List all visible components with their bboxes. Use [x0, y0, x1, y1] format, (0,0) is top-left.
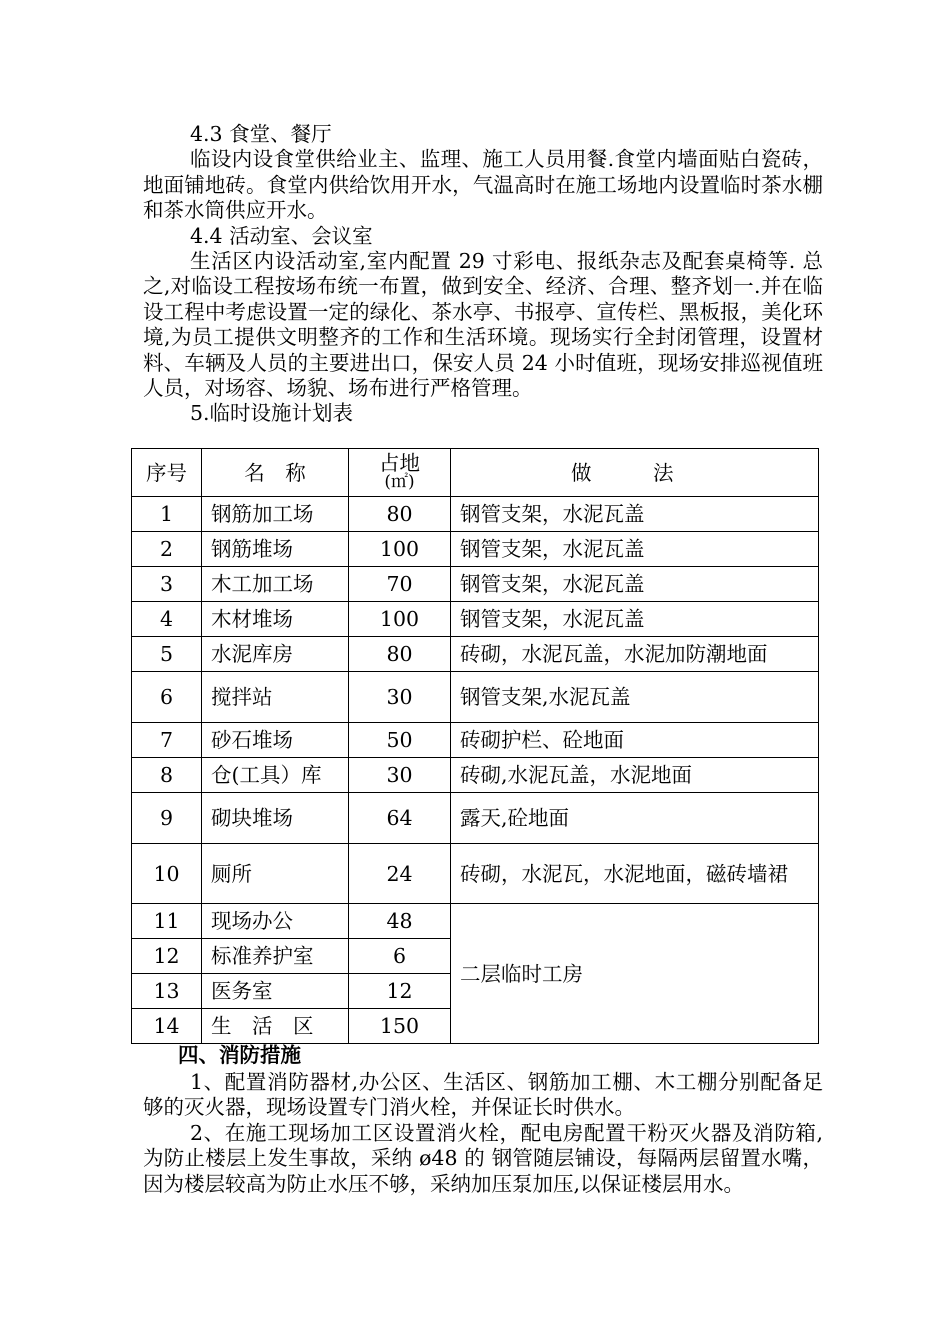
row-no: 3: [132, 567, 202, 602]
row-name: 现场办公: [202, 904, 349, 939]
table-header-row: [132, 449, 819, 497]
row-no: 13: [132, 974, 202, 1009]
section-4-4-body: 生活区内设活动室,室内配置 29 寸彩电、报纸杂志及配套桌椅等. 总之,对临设工程按场布统一布置，做到安全、经济、合理、整齐划一.并在临设工程中考虑设置一定的绿化、茶水亭、书报亭、宣传栏、黑板报，美化环境,为员工提供文明整齐的工作和生活环境。现场实行全封闭管理，设置材料、车辆及人员的主要进出口，保安人员 24 小时值班，现场安排巡视值班人员，对场容、场貌、场布进行严格管理。: [143, 249, 823, 401]
row-method: 露天,砼地面: [451, 793, 819, 844]
row-area: 80: [349, 637, 451, 672]
row-method: 钢管支架,水泥瓦盖: [451, 672, 819, 723]
row-area: 100: [349, 532, 451, 567]
table-row: [132, 793, 819, 844]
section-4-3-body: 临设内设食堂供给业主、监理、施工人员用餐.食堂内墙面贴白瓷砖，地面铺地砖。食堂内供给饮用开水，气温高时在施工场地内设置临时茶水棚和茶水筒供应开水。: [143, 147, 823, 223]
row-area: 30: [349, 758, 451, 793]
row-area: 64: [349, 793, 451, 844]
table-row: [132, 723, 819, 758]
table-row: [132, 567, 819, 602]
header-name: 名 称: [202, 449, 349, 497]
row-name: 钢筋堆场: [202, 532, 349, 567]
row-method: 钢管支架，水泥瓦盖: [451, 532, 819, 567]
section-4-3: [143, 122, 823, 427]
header-area: [349, 449, 451, 497]
row-area: 12: [349, 974, 451, 1009]
table-row: [132, 637, 819, 672]
row-method: 砖砌护栏、砼地面: [451, 723, 819, 758]
row-method: 砖砌,水泥瓦盖，水泥地面: [451, 758, 819, 793]
table-row: [132, 844, 819, 904]
table-row: [132, 758, 819, 793]
table-row: [132, 602, 819, 637]
row-name: 标准养护室: [202, 939, 349, 974]
row-name: 医务室: [202, 974, 349, 1009]
row-name: 砂石堆场: [202, 723, 349, 758]
fire-measure-1: 1、配置消防器材,办公区、生活区、钢筋加工棚、木工棚分别配备足够的灭火器，现场设置专门消火栓，并保证长时供水。: [143, 1070, 823, 1120]
section-4-heading: 四、消防措施: [178, 1043, 301, 1067]
row-no: 6: [132, 672, 202, 723]
row-no: 12: [132, 939, 202, 974]
row-method: 钢管支架，水泥瓦盖: [451, 497, 819, 532]
row-method: 砖砌，水泥瓦盖，水泥加防潮地面: [451, 637, 819, 672]
row-area: 80: [349, 497, 451, 532]
row-no: 8: [132, 758, 202, 793]
row-name: 木工加工场: [202, 567, 349, 602]
table-row: [132, 904, 819, 939]
row-no: 1: [132, 497, 202, 532]
row-area: 70: [349, 567, 451, 602]
row-name: 搅拌站: [202, 672, 349, 723]
row-area: 150: [349, 1009, 451, 1044]
row-no: 4: [132, 602, 202, 637]
row-no: 7: [132, 723, 202, 758]
row-name: 水泥库房: [202, 637, 349, 672]
row-no: 11: [132, 904, 202, 939]
row-method-merged: 二层临时工房: [451, 904, 819, 1044]
row-no: 2: [132, 532, 202, 567]
section-4-3-title: 4.3 食堂、餐厅: [190, 122, 332, 146]
row-name: 厕所: [202, 844, 349, 904]
row-name: 仓(工具）库: [202, 758, 349, 793]
table-row: [132, 497, 819, 532]
row-method: 钢管支架，水泥瓦盖: [451, 567, 819, 602]
row-area: 30: [349, 672, 451, 723]
facility-plan-table: [131, 448, 819, 1044]
table-row: [132, 672, 819, 723]
section-4-4-title: 4.4 活动室、会议室: [190, 223, 373, 248]
header-method: 做 法: [451, 449, 819, 497]
table-title: 5.临时设施计划表: [190, 401, 354, 426]
row-name: 木材堆场: [202, 602, 349, 637]
row-no: 5: [132, 637, 202, 672]
row-no: 9: [132, 793, 202, 844]
row-area: 100: [349, 602, 451, 637]
section-4-body: [143, 1070, 823, 1197]
fire-measure-2: 2、在施工现场加工区设置消火栓，配电房配置干粉灭火器及消防箱,为防止楼层上发生事故，采纳 ø48 的 钢管随层铺设，每隔两层留置水嘴，因为楼层较高为防止水压不够，采纳加压泵加压,以保证楼层用水。: [143, 1120, 823, 1196]
row-method: 钢管支架，水泥瓦盖: [451, 602, 819, 637]
table-row: [132, 532, 819, 567]
row-no: 14: [132, 1009, 202, 1044]
row-area: 48: [349, 904, 451, 939]
row-name: 钢筋加工场: [202, 497, 349, 532]
row-area: 50: [349, 723, 451, 758]
row-name: 砌块堆场: [202, 793, 349, 844]
row-area: 24: [349, 844, 451, 904]
header-area-line2: (㎡): [384, 471, 415, 492]
header-no: 序号: [132, 449, 202, 497]
row-method: 砖砌，水泥瓦，水泥地面，磁砖墙裙: [451, 844, 819, 904]
row-area: 6: [349, 939, 451, 974]
row-name: 生 活 区: [202, 1009, 349, 1044]
header-area-line1: 占地: [379, 450, 420, 475]
row-no: 10: [132, 844, 202, 904]
